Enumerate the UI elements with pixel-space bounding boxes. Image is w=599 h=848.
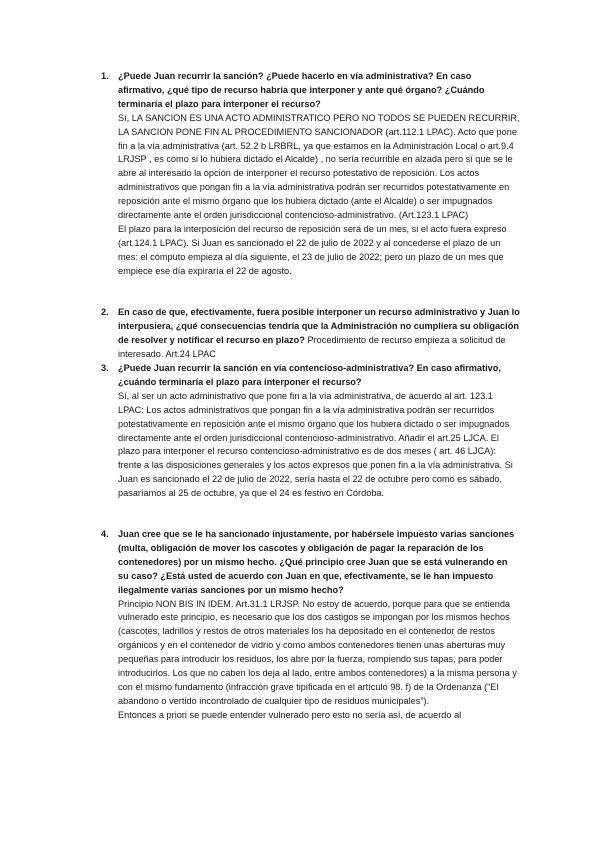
question-text: Juan cree que se le ha sancionado injustamente, por habérsele impuesto varias sanciones (multa, obligación de mover los cascotes y obligación de pagar la reparación de los contenedores) por un mismo hecho. ¿Qué principio cree Juan que se está vulnerando en su caso? ¿Está usted de acuerdo con Juan en que, efectivamente, se le han impuesto ilegalmente varias sanciones por un mismo hecho? — [118, 529, 515, 595]
answer-text — [118, 598, 520, 723]
item-number: 2. — [101, 307, 109, 317]
answer-paragraph: Entonces a priori se puede entender vulnerado pero esto no sería así, de acuerdo al — [118, 709, 462, 720]
question-text: ¿Puede Juan recurrir la sanción? ¿Puede hacerlo en vía administrativa? En caso afirmativo, ¿qué tipo de recurso habría que interponer y ante qué órgano? ¿Cuándo terminaría el plazo para interponer el recurso? — [118, 71, 485, 109]
answer-paragraph: Principio NON BIS IN IDEM. Art.31.1 LRJSP. No estoy de acuerdo, porque para que se entienda vulnerado este principio, es necesario que los dos castigos se impongan por los mismos hechos (cascotes, ladrillos y restos de otros materiales los ha depositado en el contenedor de restos orgánicos y en el contenedor de vidrio y como ambos contenedores tienen unas aberturas muy pequeñas para introducir los residuos, los abre por la fuerza, rompiendo sus tapas, para poder introducirlos. Los que no caben los deja al lado, entre ambos contenedores) a la misma persona y con el mismo fundamento (infracción grave tipificada en el artículo 98. f) de la Ordenanza (“El abandono o vertido incontrolado de cualquier tipo de residuos municipales”). — [118, 598, 517, 706]
item-body — [118, 306, 520, 362]
item-number: 1. — [101, 71, 109, 81]
item-body — [118, 362, 520, 501]
answer-inline: Procedimiento de recurso empieza a solicitud de interesado. Art.24 LPAC — [118, 334, 506, 359]
item-number: 4. — [101, 529, 109, 539]
question-text — [118, 306, 520, 362]
item-number: 3. — [101, 363, 109, 373]
answer-text — [118, 112, 520, 279]
answer-paragraph: Sí, LA SANCION ES UNA ACTO ADMINISTRATICO PERO NO TODOS SE PUEDEN RECURRIR, LA SANCION PONE FIN AL PROCEDIMIENTO SANCIONADOR (art.112.1 LPAC). Acto que pone fin a la vía administrativa (art. 52.2 b LRBRL, ya que estamos en la Administración Local o art.9.4 LRJSP , es como si lo hubiera dictado el Alcalde) , no sería recurrible en alzada pero sí que se le abre al interesado la opción de interponer el recurso potestativo de reposición. Los actos administrativos que pongan fin a la vía administrativa podrán ser recurridos potestativamente en reposición ante el mismo órgano que los hubiera dictado (ante el Alcalde) o ser impugnados directamente ante el orden jurisdiccional contencioso-administrativo. (Art.123.1 LPAC) — [118, 112, 520, 221]
item-body — [118, 70, 520, 279]
answer-paragraph: El plazo para la interposición del recurso de reposición será de un mes, si el acto fuera expreso (art.124.1 LPAC). Si Juan es sancionado el 22 de julio de 2022 y al concederse el plazo de un mes: el cómputo empieza al día siguiente, el 23 de julio de 2022; pero un plazo de un mes que empiece ese día expiraría el 22 de agosto. — [118, 223, 507, 276]
answer-text — [118, 390, 520, 501]
question-text: ¿Puede Juan recurrir la sanción en vía contencioso-administrativa? En caso afirmativo, ¿cuándo terminaría el plazo para interponer el recurso? — [118, 363, 501, 387]
item-body — [118, 528, 520, 723]
question-bold: En caso de que, efectivamente, fuera posible interponer un recurso administrativo y Juan lo interpusiera, ¿qué consecuencias tendría que la Administración no cumpliera su obligación de resolver y notificar el recurso en plazo? — [118, 307, 520, 345]
answer-paragraph: Sí, al ser un acto administrativo que pone fin a la vía administrativa, de acuerdo al art. 123.1 LPAC: Los actos administrativos que pongan fin a la vía administrativa podrán ser recurridos potestativamente en reposición ante el mismo órgano que los hubiera dictado o ser impugnados directamente ante el orden jurisdiccional contencioso-administrativo. Añadir el art.25 LJCA. El plazo para interponer el recurso contencioso-administrativo es de dos meses ( art. 46 LJCA): frente a las disposiciones generales y los actos expresos que ponen fin a la vía administrativa. Si Juan es sancionado el 22 de julio de 2022, sería hasta el 22 de octubre pero como es sábado, pasaríamos al 25 de octubre, ya que el 24 es festivo en Córdoba. — [118, 390, 513, 499]
